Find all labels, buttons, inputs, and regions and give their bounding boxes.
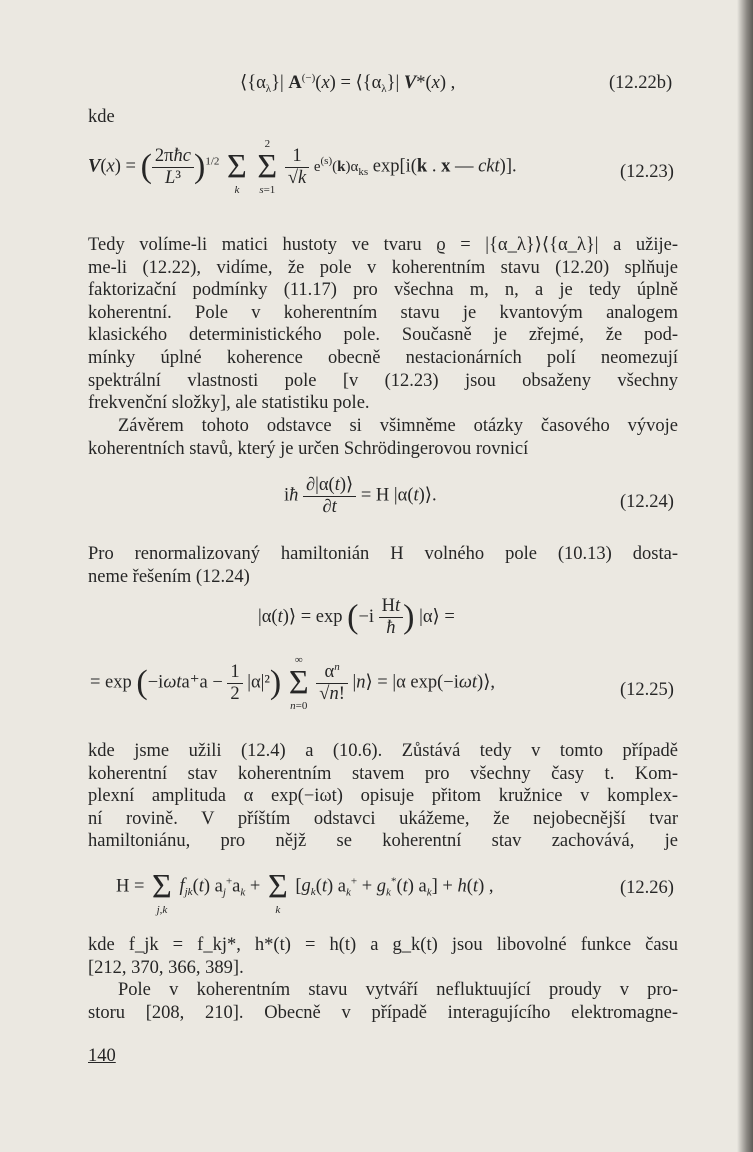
text-line: koherentní stav koherentním stavem pro všechny časy t. Kom- — [88, 763, 678, 784]
equation-12-25-line2: = exp (−iωta⁺a − $\frac{1}{2}$ |α|²) ∞ Σ n=0 $\frac{\alpha^n}{√n!}$ |n⟩ = |α exp(−iωt)⟩, — [90, 654, 496, 712]
text-line: kde f_jk = f_kj*, h*(t) = h(t) a g_k(t) jsou libovolné funkce času — [88, 935, 678, 955]
text-line: koherentních stavů, který je určen Schrödingerovou rovnicí — [88, 438, 529, 459]
text-line: klasického deterministického pole. Současně je zřejmé, že pod- — [88, 325, 678, 346]
paragraph-5 — [88, 934, 678, 979]
page-edge-shadow — [737, 0, 753, 1152]
text-line: Závěrem tohoto odstavce si všimněme otázky časového vývoje — [118, 416, 678, 436]
text-line: kde jsme užili (12.4) a (10.6). Zůstává tedy v tomto případě — [88, 741, 678, 761]
equation-number-12-24: (12.24) — [620, 492, 674, 512]
text-line: storu [208, 210]. Obecně v případě interagujícího elektromagne- — [88, 1002, 678, 1023]
page-number: 140 — [88, 1046, 116, 1066]
text-line: ní rovině. V příštím odstavci ukážeme, že nejobecnější tvar — [88, 808, 678, 829]
equation-12-26: H = Σ j,k $f_{jk}(t) a_j^+a_k$ + Σ k $[g_k(t) a_k^+ + g_k^*(t) a_k] + h(t)$ , — [116, 868, 494, 916]
equation-12-25-line1: |α(t)⟩ = exp (−i $\frac{Ht}{ħ}$ ) |α⟩ = — [258, 596, 455, 638]
equation-number-12-25: (12.25) — [620, 680, 674, 700]
text-line: faktorizační podmínky (11.17) pro všechna m, n, a je tedy úplně — [88, 280, 678, 301]
paragraph-6 — [88, 979, 678, 1024]
text-line: [212, 370, 366, 389]. — [88, 957, 244, 978]
paragraph-1 — [88, 234, 678, 415]
text-line: neme řešením (12.24) — [88, 566, 250, 587]
text-line: plexní amplituda α exp(−iωt) opisuje přitom kružnice v komplex- — [88, 786, 678, 807]
paragraph-4 — [88, 740, 678, 853]
kde-label: kde — [88, 107, 115, 127]
text-line: Tedy volíme-li matici hustoty ve tvaru ϱ = |{α_λ}⟩⟨{α_λ}| a užije- — [88, 235, 678, 255]
equation-number-12-22b: (12.22b) — [609, 73, 673, 93]
text-line: spektrální vlastnosti pole [v (12.23) jsou obsaženy všechny — [88, 370, 678, 391]
text-line: hamiltoniánu, pro nějž se koherentní stav zachovává, je — [88, 831, 678, 852]
equation-number-12-26: (12.26) — [620, 878, 674, 898]
equation-12-22b: $⟨\{\alpha_\lambda\}|$ $A^{(-)}(x) = ⟨\{\alpha_\lambda\}|$ V*(x) , — [240, 72, 456, 95]
equation-12-24: iħ $\frac{\partial|\alpha(t)⟩}{\partial t}$ = H |α(t)⟩. — [284, 475, 437, 517]
equation-number-12-23: (12.23) — [620, 162, 674, 182]
text-line: frekvenční složky], ale statistiku pole. — [88, 393, 370, 414]
paragraph-3 — [88, 543, 678, 588]
text-line: Pole v koherentním stavu vytváří nefluktuující proudy v pro- — [118, 980, 678, 1000]
equation-12-23: V(x) = ( $\frac{\text{2πħc}}{\text{L³}}$ )$^{1/2}$ Σ k 2 Σ s=1 $\frac{1}{√k}$ $e^{(s)}(k)\alpha_{ks}$ exp[i(k . x — ckt)]. — [88, 138, 517, 196]
text-line: koherentní. Pole v koherentním stavu je kvantovým analogem — [88, 302, 678, 323]
paragraph-2 — [88, 415, 678, 460]
text-line: Pro renormalizovaný hamiltonián H volného pole (10.13) dosta- — [88, 544, 678, 564]
text-line: me-li (12.22), vidíme, že pole v koherentním stavu (12.20) splňuje — [88, 257, 678, 278]
text-line: mínky úplné koherence obecně nestacionárních polí neomezují — [88, 347, 678, 368]
